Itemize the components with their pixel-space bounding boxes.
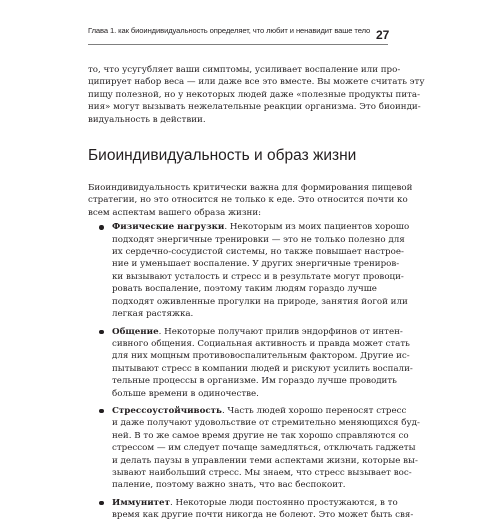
bullet-dot-icon — [99, 501, 104, 506]
bullet-item — [88, 497, 414, 522]
page-number: 27 — [376, 28, 390, 42]
bullet-dot-icon — [99, 330, 104, 335]
text-line: сивного общения. Социальная активность и правда может стать — [112, 338, 410, 349]
text-line: подходят энергичные тренировки — это не только полезно для — [112, 234, 405, 245]
bullet-item — [88, 221, 410, 320]
text-line: ки вызывают усталость и стресс и в результате могут провоци- — [112, 271, 404, 282]
bullet-dot-icon — [99, 409, 104, 414]
bullet-first-line — [112, 405, 407, 417]
text-line: ней. В то же самое время другие не так хорошо справляются со — [112, 430, 409, 441]
text-line: время как другие почти никогда не болеют. Это может быть свя- — [112, 510, 414, 521]
bullet-text: . Некоторые люди постоянно простужаются, в то — [169, 497, 398, 508]
text-line: ципирует набор веса — или даже все это вместе. Вы можете считать эту — [88, 77, 425, 88]
text-line: Биоиндивидуальность критически важна для формирования пищевой — [88, 183, 413, 194]
text-line: ния» могут вызывать нежелательные реакции организма. Это биоинди- — [88, 102, 421, 113]
section-heading: Биоиндивидуальность и образ жизни — [88, 147, 357, 165]
text-line: пытывают стресс в компании людей и рискуют усилить воспали- — [112, 363, 413, 374]
bullet-term: Иммунитет — [112, 497, 170, 508]
text-line: всем аспектам вашего образа жизни: — [88, 207, 262, 218]
bullet-term: Физические нагрузки — [112, 222, 225, 233]
text-line: ние и уменьшает воспаление. У других энергичные трениров- — [112, 259, 400, 270]
text-line: пищу полезной, но у некоторых людей даже «полезные продукты пита- — [88, 89, 421, 100]
bullet-text: . Часть людей хорошо переносят стресс — [221, 405, 407, 416]
bullet-first-line — [112, 221, 410, 233]
text-line: то, что усугубляет ваши симптомы, усиливает воспаление или про- — [88, 65, 401, 75]
section-intro-paragraph — [88, 182, 413, 219]
header-rule — [88, 44, 388, 45]
bullet-item — [88, 326, 413, 400]
bullet-dot-icon — [99, 225, 104, 230]
text-line: стратегии, но это относится не только к еде. Это относится почти ко — [88, 195, 408, 206]
bullet-text: . Некоторым из моих пациентов хорошо — [224, 222, 410, 233]
intro-paragraph — [88, 64, 425, 126]
text-line: зывают наибольший стресс. Мы знаем, что стресс вызывает вос- — [112, 467, 412, 478]
bullet-term: Стрессоустойчивость — [112, 405, 222, 416]
text-line: подходят оживленные прогулки на природе, занятия йогой или — [112, 296, 408, 307]
bullet-first-line — [112, 497, 398, 509]
bullet-list — [88, 221, 420, 521]
text-line: паление, поэтому важно знать, что вас беспокоит. — [112, 480, 346, 491]
text-line: стрессом — им следует почаще замедляться, отключать гаджеты — [112, 443, 416, 454]
text-line: видуальность в действии. — [88, 114, 206, 125]
bullet-item — [88, 405, 420, 492]
bullet-first-line — [112, 326, 403, 338]
text-line: больше времени в одиночестве. — [112, 388, 259, 399]
bullet-text: . Некоторые получают прилив эндорфинов от интен- — [158, 326, 403, 337]
text-line: легкая растяжка. — [112, 309, 194, 320]
text-line: и даже получают удовольствие от стремительно меняющихся буд- — [112, 418, 420, 429]
text-line: ровать воспаление, поэтому таким людям гораздо лучше — [112, 284, 377, 295]
running-header: Глава 1. как биоиндивидуальность определяет, что любит и ненавидит ваше тело — [88, 26, 371, 35]
text-line: тельные процессы в организме. Им гораздо лучше проводить — [112, 376, 397, 387]
page-body — [88, 64, 425, 527]
bullet-term: Общение — [112, 326, 159, 337]
text-line: для них мощным противовоспалительным фактором. Другие ис- — [112, 351, 410, 362]
text-line: их сердечно-сосудистой системы, но также повышает настрое- — [112, 247, 404, 258]
text-line: и делать паузы в управлении теми аспектами жизни, которые вы- — [112, 455, 418, 466]
